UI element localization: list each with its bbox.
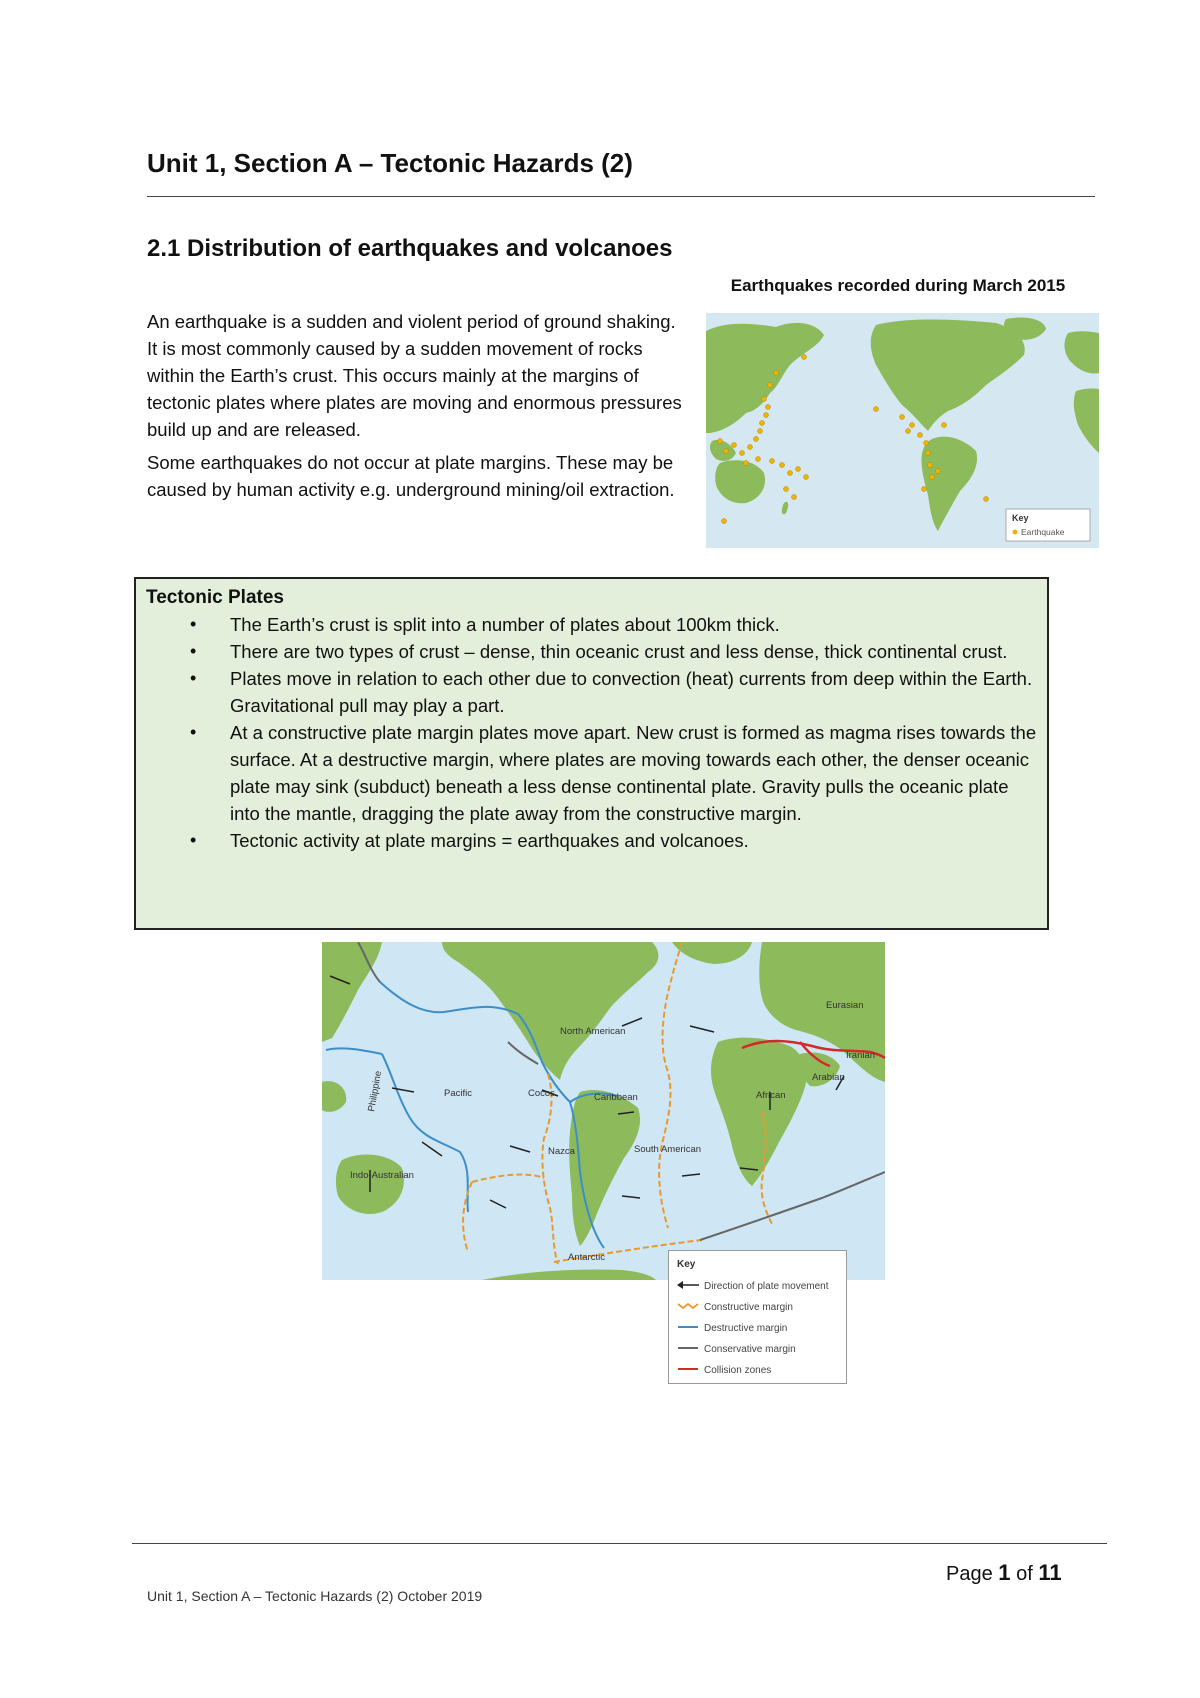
page-current: 1 [998, 1560, 1011, 1585]
earthquake-marker [792, 495, 797, 500]
footer-text: Unit 1, Section A – Tectonic Hazards (2) October 2019 [147, 1588, 483, 1604]
intro-paragraph-2: Some earthquakes do not occur at plate margins. These may be caused by human activity e.g. underground mining/oil extraction. [147, 452, 675, 500]
destructive-swatch [677, 1323, 699, 1334]
page-label: Page [946, 1563, 993, 1585]
plate-label-caribbean: Caribbean [594, 1092, 638, 1103]
earthquake-marker [758, 429, 763, 434]
earthquake-marker [804, 475, 809, 480]
earthquake-map-caption: Earthquakes recorded during March 2015 [730, 276, 1066, 295]
earthquake-marker [926, 451, 931, 456]
key-row-conservative [677, 1344, 796, 1355]
earthquake-marker [900, 415, 905, 420]
earthquake-map-key-label: Earthquake [1021, 527, 1065, 537]
plate-boundaries-map [322, 942, 885, 1280]
earthquake-marker [984, 497, 989, 502]
plate-label-indo-australian: Indo-Australian [350, 1170, 414, 1181]
constructive-swatch [677, 1302, 699, 1313]
earthquake-marker [770, 459, 775, 464]
earthquake-marker [928, 463, 933, 468]
header-divider [147, 196, 1095, 197]
earthquake-marker [740, 451, 745, 456]
earthquake-map-graphic [706, 313, 1099, 548]
earthquake-marker [774, 371, 779, 376]
earthquake-marker [780, 463, 785, 468]
list-item: • Plates move in relation to each other due to convection (heat) currents from deep within the Earth. Gravitational pull may play a part. [230, 665, 1037, 719]
plate-map-key [668, 1250, 847, 1384]
earthquake-marker [724, 449, 729, 454]
plate-label-iranian: Iranian [846, 1050, 876, 1061]
earthquake-marker [754, 437, 759, 442]
plate-label-philippine: Philippine [366, 1070, 385, 1113]
earthquake-marker [766, 405, 771, 410]
earthquake-marker [788, 471, 793, 476]
earthquake-key-swatch [1013, 530, 1018, 535]
plate-label-pacific: Pacific [444, 1088, 472, 1099]
plate-label-north-american: North American [560, 1026, 626, 1037]
earthquake-marker [918, 433, 923, 438]
earthquake-marker [732, 443, 737, 448]
earthquake-marker [768, 383, 773, 388]
earthquake-marker [924, 441, 929, 446]
key-label: Collision zones [704, 1365, 772, 1376]
page-total: 11 [1038, 1560, 1062, 1585]
earthquake-marker [722, 519, 727, 524]
earthquake-marker [762, 397, 767, 402]
tectonic-plates-box [134, 577, 1049, 930]
collision-swatch [677, 1365, 699, 1376]
plate-label-nazca: Nazca [548, 1146, 575, 1157]
plate-label-cocos: Cocos [528, 1088, 555, 1099]
earthquake-marker [910, 423, 915, 428]
earthquake-map [706, 313, 1099, 548]
key-label: Destructive margin [704, 1323, 788, 1334]
key-row-plate-movement [677, 1281, 829, 1292]
earthquake-marker [802, 355, 807, 360]
earthquake-marker [784, 487, 789, 492]
earthquake-marker [718, 439, 723, 444]
earthquake-marker [748, 445, 753, 450]
intro-paragraph-1: An earthquake is a sudden and violent period of ground shaking. It is most commonly caused by a sudden movement of rocks within the Earth’s crust. This occurs mainly at the margins of tectonic plates where plates are moving and enormous pressures build up and are released. [147, 311, 682, 440]
earthquake-marker [874, 407, 879, 412]
key-label: Conservative margin [704, 1344, 796, 1355]
list-item: • There are two types of crust – dense, thin oceanic crust and less dense, thick continental crust. [230, 638, 1037, 665]
list-item: • The Earth’s crust is split into a number of plates about 100km thick. [230, 611, 1037, 638]
plate-label-antarctic: Antarctic [568, 1252, 605, 1263]
plate-label-eurasian: Eurasian [826, 1000, 864, 1011]
conservative-swatch [677, 1344, 699, 1355]
earthquake-marker [744, 461, 749, 466]
key-row-destructive [677, 1323, 787, 1334]
arrow-left-icon [677, 1281, 699, 1292]
plate-label-arabian: Arabian [812, 1072, 845, 1083]
key-label: Constructive margin [704, 1302, 793, 1313]
document-title: Unit 1, Section A – Tectonic Hazards (2) [147, 148, 633, 178]
earthquake-marker [922, 487, 927, 492]
earthquake-marker [796, 467, 801, 472]
plate-label-african: African [756, 1090, 786, 1101]
page-of-label: of [1016, 1563, 1033, 1585]
earthquake-map-key-title: Key [1012, 513, 1029, 523]
earthquake-marker [756, 457, 761, 462]
intro-text [147, 308, 687, 509]
section-heading: 2.1 Distribution of earthquakes and volcanoes [147, 235, 673, 262]
earthquake-marker [936, 469, 941, 474]
page-number [946, 1560, 1062, 1586]
list-item: • At a constructive plate margin plates move apart. New crust is formed as magma rises towards the surface. At a destructive margin, where plates are moving towards each other, the denser oceanic plate may sink (subduct) beneath a less dense continental plate. Gravity pulls the oceanic plate into the mantle, dragging the plate away from the constructive margin. [230, 719, 1037, 827]
list-item: • Tectonic activity at plate margins = earthquakes and volcanoes. [230, 827, 1037, 854]
earthquake-marker [930, 475, 935, 480]
plate-boundaries-graphic [322, 942, 885, 1280]
earthquake-marker [760, 421, 765, 426]
key-label: Direction of plate movement [704, 1281, 829, 1292]
key-row-collision [677, 1365, 771, 1376]
footer-divider [132, 1543, 1107, 1544]
earthquake-marker [906, 429, 911, 434]
tectonic-plates-list [146, 611, 1037, 854]
key-row-constructive [677, 1302, 793, 1313]
earthquake-marker [942, 423, 947, 428]
plate-label-south-american: South American [634, 1144, 702, 1155]
tectonic-plates-title: Tectonic Plates [146, 587, 284, 608]
plate-map-key-title: Key [677, 1259, 696, 1270]
earthquake-marker [764, 413, 769, 418]
